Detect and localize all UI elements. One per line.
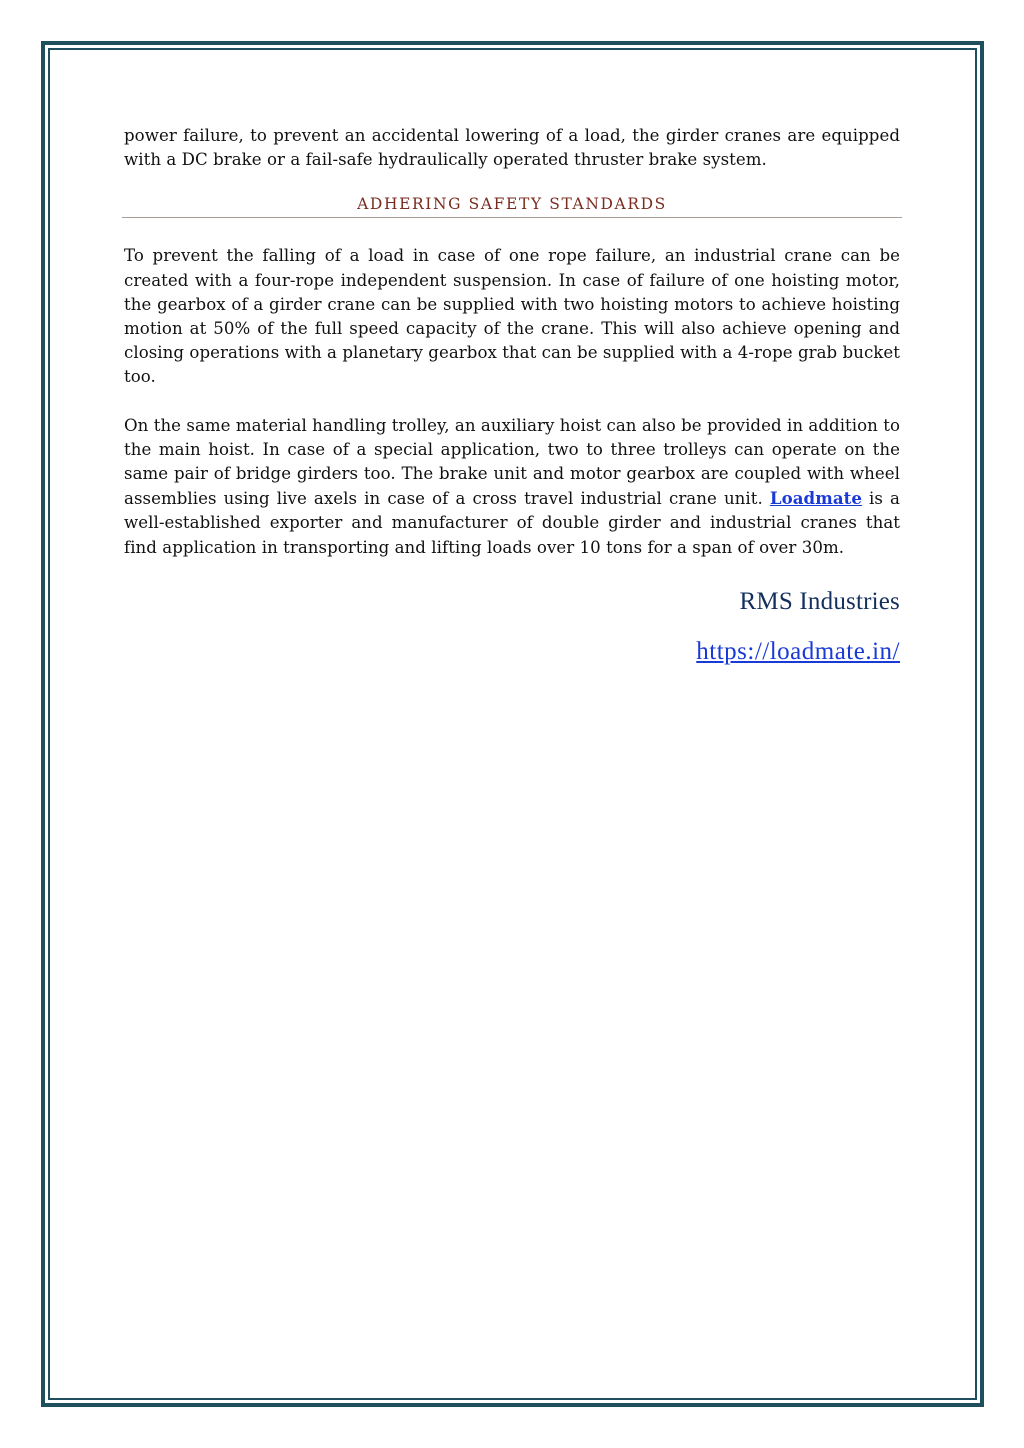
website-link[interactable]: https://loadmate.in/	[696, 637, 900, 665]
intro-paragraph: power failure, to prevent an accidental lowering of a load, the girder cranes are equipped with a DC brake or a fail-safe hydraulically operated thruster brake system.	[124, 126, 900, 170]
section-heading: ADHERING SAFETY STANDARDS	[357, 195, 667, 214]
website-line	[124, 638, 900, 666]
section-heading-rule	[122, 194, 902, 218]
loadmate-link[interactable]: Loadmate	[769, 488, 862, 509]
company-name: RMS Industries	[739, 587, 900, 615]
paragraph-3-text-end: is a well-established exporter and manufacturer of double girder and industrial cranes that find application in transporting and lifting loads over 10 tons for a span of over 30m.	[124, 489, 900, 557]
paragraph-3-text-start: On the same material handling trolley, an auxiliary hoist can also be provided in addition to the main hoist. In case of a special application, two to three trolleys can operate on the same pair of bridge girders too. The brake unit and motor gearbox are coupled with wheel assemblies using live axels in case of a cross travel industrial crane unit.	[124, 415, 900, 509]
document-body	[124, 124, 900, 666]
body-paragraph-3	[124, 414, 900, 560]
body-paragraph-2: To prevent the falling of a load in case of one rope failure, an industrial crane can be created with a four-rope independent suspension. In case of failure of one hoisting motor, the gearbox of a girder crane can be supplied with two hoisting motors to achieve hoisting motion at 50% of the full speed capacity of the crane. This will also achieve opening and closing operations with a planetary gearbox that can be supplied with a 4-rope grab bucket too.	[124, 246, 900, 387]
